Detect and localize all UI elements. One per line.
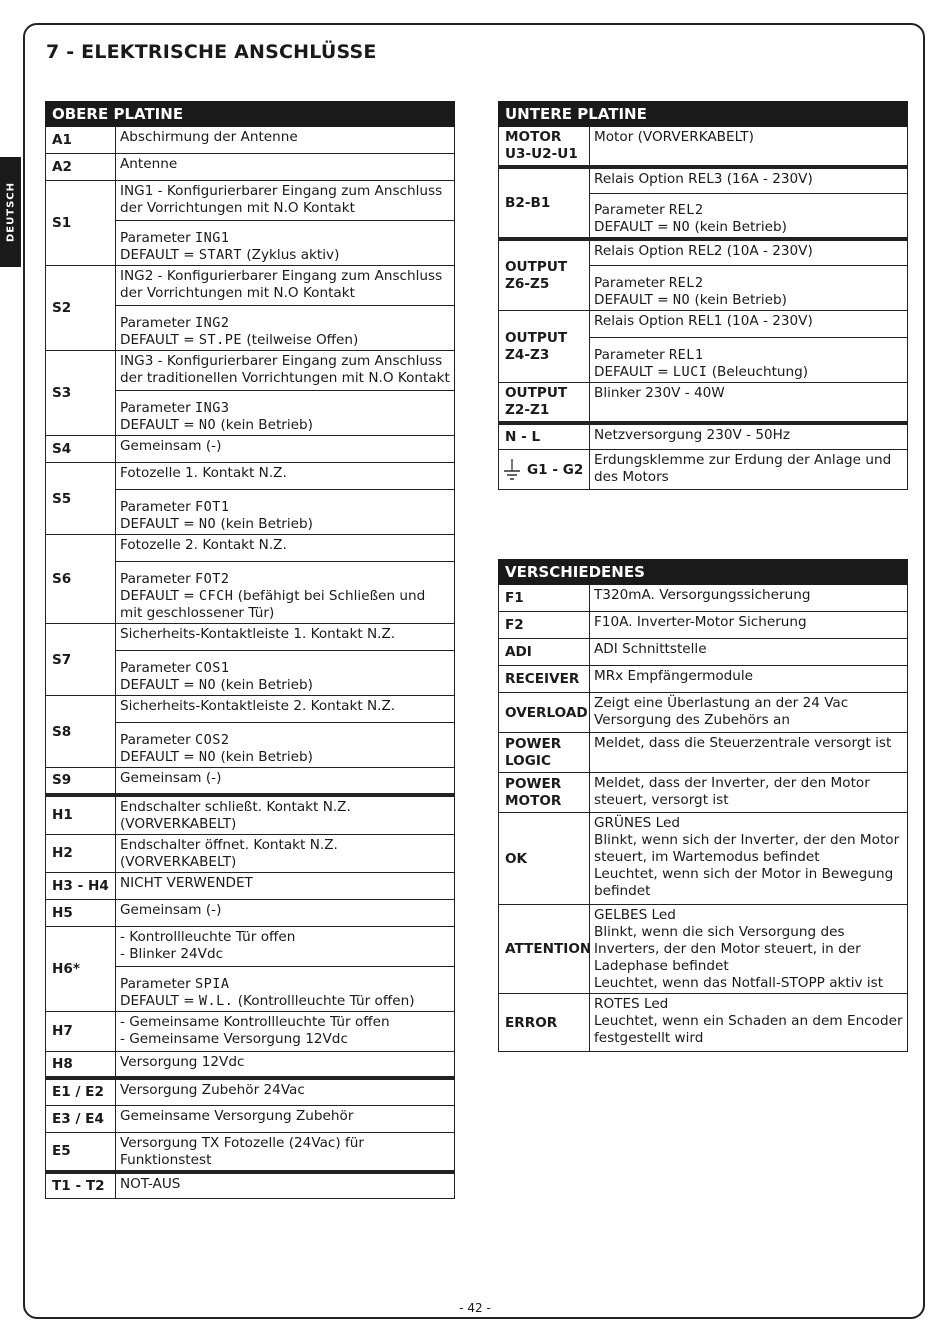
terminal-key: H1 — [46, 795, 116, 835]
terminal-desc: Motor (VORVERKABELT) — [590, 127, 908, 167]
table-row — [499, 905, 908, 994]
param-code: SPIA — [195, 975, 230, 992]
param-cell: Parameter ING2 DEFAULT = ST.PE (teilweise Offen) — [116, 306, 455, 351]
table-row — [499, 773, 908, 813]
terminal-desc: Versorgung Zubehör 24Vac — [116, 1078, 455, 1105]
table-header: UNTERE PLATINE — [499, 102, 908, 127]
terminal-key: OVERLOAD — [499, 693, 590, 733]
table-row — [46, 1078, 455, 1105]
table-row — [499, 383, 908, 423]
param-code: COS1 — [195, 660, 230, 676]
terminal-desc: Erdungsklemme zur Erdung der Anlage und des Motors — [590, 450, 908, 490]
language-tab — [0, 157, 21, 267]
terminal-key: H3 - H4 — [46, 872, 116, 899]
table-row — [46, 1172, 455, 1199]
default-code: ST.PE — [198, 332, 243, 348]
terminal-desc: Sicherheits-Kontaktleiste 2. Kontakt N.Z. — [116, 696, 455, 723]
table-row — [46, 266, 455, 306]
terminal-key: S2 — [46, 266, 116, 351]
terminal-key: OUTPUT Z6-Z5 — [499, 239, 590, 311]
table-row — [499, 666, 908, 693]
table-row — [499, 639, 908, 666]
terminal-key: S4 — [46, 436, 116, 463]
table-row — [46, 768, 455, 795]
param-cell: Parameter REL2 DEFAULT = NO (kein Betrieb) — [590, 266, 908, 311]
terminal-key: S3 — [46, 351, 116, 436]
terminal-desc: Blinker 230V - 40W — [590, 383, 908, 423]
param-code: ING3 — [195, 400, 230, 416]
untere-platine-table — [498, 101, 908, 490]
terminal-key: RECEIVER — [499, 666, 590, 693]
table-row — [46, 624, 455, 651]
terminal-key: OUTPUT Z4-Z3 — [499, 311, 590, 383]
table-row — [46, 872, 455, 899]
terminal-desc: Abschirmung der Antenne — [116, 127, 455, 154]
table-row — [499, 693, 908, 733]
table-row — [499, 813, 908, 905]
terminal-key: S5 — [46, 463, 116, 535]
ground-icon — [503, 458, 521, 482]
terminal-desc: Relais Option REL1 (10A - 230V) — [590, 311, 908, 338]
param-cell: Parameter COS1 DEFAULT = NO (kein Betrieb) — [116, 651, 455, 696]
terminal-key: F2 — [499, 612, 590, 639]
default-code: W.L. — [198, 992, 234, 1009]
terminal-key: S6 — [46, 535, 116, 624]
terminal-desc: ING2 - Konfigurierbarer Eingang zum Anschluss der Vorrichtungen mit N.O Kontakt — [116, 266, 455, 306]
terminal-key: H8 — [46, 1051, 116, 1078]
table-row — [499, 167, 908, 194]
terminal-key: N - L — [499, 423, 590, 450]
terminal-key: A2 — [46, 154, 116, 181]
terminal-key: ERROR — [499, 994, 590, 1052]
terminal-key: OUTPUT Z2-Z1 — [499, 383, 590, 423]
table-row — [46, 696, 455, 723]
terminal-key: POWER LOGIC — [499, 733, 590, 773]
terminal-desc: ROTES Led Leuchtet, wenn ein Schaden an dem Encoder festgestellt wird — [590, 994, 908, 1052]
table-row — [499, 585, 908, 612]
table-row — [499, 733, 908, 773]
param-code: REL1 — [669, 347, 704, 363]
terminal-desc: Sicherheits-Kontaktleiste 1. Kontakt N.Z. — [116, 624, 455, 651]
table-row — [46, 926, 455, 966]
table-row — [46, 154, 455, 181]
terminal-key: MOTOR U3-U2-U1 — [499, 127, 590, 167]
terminal-desc: Relais Option REL2 (10A - 230V) — [590, 239, 908, 266]
param-code: REL2 — [669, 201, 704, 218]
table-row — [46, 899, 455, 926]
terminal-key: S7 — [46, 624, 116, 696]
terminal-key: ATTENTION — [499, 905, 590, 994]
terminal-key: E5 — [46, 1132, 116, 1172]
terminal-desc: NICHT VERWENDET — [116, 872, 455, 899]
terminal-key: H5 — [46, 899, 116, 926]
table-row — [46, 1011, 455, 1051]
param-cell: Parameter ING1 DEFAULT = START (Zyklus aktiv) — [116, 221, 455, 266]
terminal-desc: Fotozelle 2. Kontakt N.Z. — [116, 535, 455, 562]
terminal-key: S8 — [46, 696, 116, 768]
terminal-desc: Gemeinsam (-) — [116, 436, 455, 463]
table-row — [46, 535, 455, 562]
table-row — [46, 834, 455, 872]
default-code: NO — [198, 417, 217, 433]
table-row — [46, 351, 455, 391]
terminal-desc: MRx Empfängermodule — [590, 666, 908, 693]
param-cell: Parameter COS2 DEFAULT = NO (kein Betrieb) — [116, 723, 455, 768]
param-cell: Parameter SPIA DEFAULT = W.L. (Kontrollleuchte Tür offen) — [116, 966, 455, 1011]
terminal-desc: Versorgung TX Fotozelle (24Vac) für Funktionstest — [116, 1132, 455, 1172]
terminal-desc: Gemeinsame Versorgung Zubehör — [116, 1105, 455, 1132]
table-row — [499, 450, 908, 490]
terminal-key: OK — [499, 813, 590, 905]
terminal-desc: Antenne — [116, 154, 455, 181]
param-code: ING1 — [195, 230, 230, 246]
verschiedenes-table — [498, 559, 908, 1052]
terminal-key: POWER MOTOR — [499, 773, 590, 813]
default-code: NO — [198, 516, 217, 532]
table-row — [46, 1105, 455, 1132]
param-code: ING2 — [195, 315, 230, 331]
default-code: START — [198, 247, 243, 263]
terminal-desc: Gemeinsam (-) — [116, 899, 455, 926]
terminal-desc: NOT-AUS — [116, 1172, 455, 1199]
terminal-desc: Meldet, dass die Steuerzentrale versorgt ist — [590, 733, 908, 773]
terminal-desc: Zeigt eine Überlastung an der 24 Vac Versorgung des Zubehörs an — [590, 693, 908, 733]
table-row — [46, 1132, 455, 1172]
terminal-desc: Gemeinsam (-) — [116, 768, 455, 795]
terminal-key: T1 - T2 — [46, 1172, 116, 1199]
table-row — [46, 181, 455, 221]
terminal-desc: - Kontrollleuchte Tür offen - Blinker 24Vdc — [116, 926, 455, 966]
table-row — [46, 795, 455, 835]
terminal-key: H6* — [46, 926, 116, 1011]
obere-platine-table — [45, 101, 455, 1199]
terminal-key: S9 — [46, 768, 116, 795]
terminal-desc: ADI Schnittstelle — [590, 639, 908, 666]
page-number: - 42 - — [459, 1301, 491, 1315]
param-code: REL2 — [669, 275, 704, 291]
default-code: NO — [672, 218, 691, 235]
default-code: NO — [198, 749, 217, 765]
table-row — [499, 612, 908, 639]
terminal-desc: Meldet, dass der Inverter, der den Motor steuert, versorgt ist — [590, 773, 908, 813]
default-code: LUCI — [672, 364, 708, 380]
param-cell: Parameter REL1 DEFAULT = LUCI (Beleuchtung) — [590, 338, 908, 383]
table-header: VERSCHIEDENES — [499, 560, 908, 585]
param-cell: Parameter FOT1 DEFAULT = NO (kein Betrieb) — [116, 490, 455, 535]
table-row — [499, 311, 908, 338]
terminal-key: H7 — [46, 1011, 116, 1051]
terminal-desc: ING3 - Konfigurierbarer Eingang zum Anschluss der traditionellen Vorrichtungen mit N.O Kontakt — [116, 351, 455, 391]
param-cell: Parameter FOT2 DEFAULT = CFCH (befähigt bei Schließen und mit geschlossener Tür) — [116, 562, 455, 624]
param-cell: Parameter REL2 DEFAULT = NO (kein Betrieb) — [590, 194, 908, 239]
terminal-desc: Fotozelle 1. Kontakt N.Z. — [116, 463, 455, 490]
terminal-key: B2-B1 — [499, 167, 590, 239]
terminal-key: G1 - G2 — [499, 450, 590, 490]
param-code: COS2 — [195, 732, 230, 748]
terminal-desc: - Gemeinsame Kontrollleuchte Tür offen - Gemeinsame Versorgung 12Vdc — [116, 1011, 455, 1051]
table-row — [46, 463, 455, 490]
param-code: FOT2 — [195, 571, 230, 587]
terminal-key: E3 / E4 — [46, 1105, 116, 1132]
terminal-desc: GRÜNES Led Blinkt, wenn sich der Inverter, der den Motor steuert, im Wartemodus befindet Leuchtet, wenn sich der Motor in Bewegung befindet — [590, 813, 908, 905]
terminal-key: S1 — [46, 181, 116, 266]
terminal-desc: Netzversorgung 230V - 50Hz — [590, 423, 908, 450]
terminal-desc: F10A. Inverter-Motor Sicherung — [590, 612, 908, 639]
terminal-desc: Relais Option REL3 (16A - 230V) — [590, 167, 908, 194]
terminal-key: F1 — [499, 585, 590, 612]
terminal-desc: Endschalter schließt. Kontakt N.Z. (VORVERKABELT) — [116, 795, 455, 835]
table-row — [46, 127, 455, 154]
param-cell: Parameter ING3 DEFAULT = NO (kein Betrieb) — [116, 391, 455, 436]
terminal-desc: Endschalter öffnet. Kontakt N.Z. (VORVERKABELT) — [116, 834, 455, 872]
terminal-key: H2 — [46, 834, 116, 872]
param-code: FOT1 — [195, 499, 230, 515]
terminal-desc: Versorgung 12Vdc — [116, 1051, 455, 1078]
table-row — [499, 127, 908, 167]
terminal-desc: ING1 - Konfigurierbarer Eingang zum Anschluss der Vorrichtungen mit N.O Kontakt — [116, 181, 455, 221]
terminal-key: E1 / E2 — [46, 1078, 116, 1105]
terminal-desc: T320mA. Versorgungssicherung — [590, 585, 908, 612]
page-title: 7 - ELEKTRISCHE ANSCHLÜSSE — [46, 41, 377, 63]
terminal-desc: GELBES Led Blinkt, wenn die sich Versorgung des Inverters, der den Motor steuert, in der Ladephase befindet Leuchtet, wenn das Notfall-STOPP aktiv ist — [590, 905, 908, 994]
table-row — [499, 994, 908, 1052]
default-code: NO — [198, 677, 217, 693]
terminal-key: A1 — [46, 127, 116, 154]
table-row — [46, 1051, 455, 1078]
default-code: CFCH — [198, 588, 234, 604]
table-row — [499, 423, 908, 450]
terminal-key: ADI — [499, 639, 590, 666]
table-header: OBERE PLATINE — [46, 102, 455, 127]
language-tab-label: DEUTSCH — [5, 182, 16, 242]
table-row — [46, 436, 455, 463]
table-row — [499, 239, 908, 266]
default-code: NO — [672, 292, 691, 308]
